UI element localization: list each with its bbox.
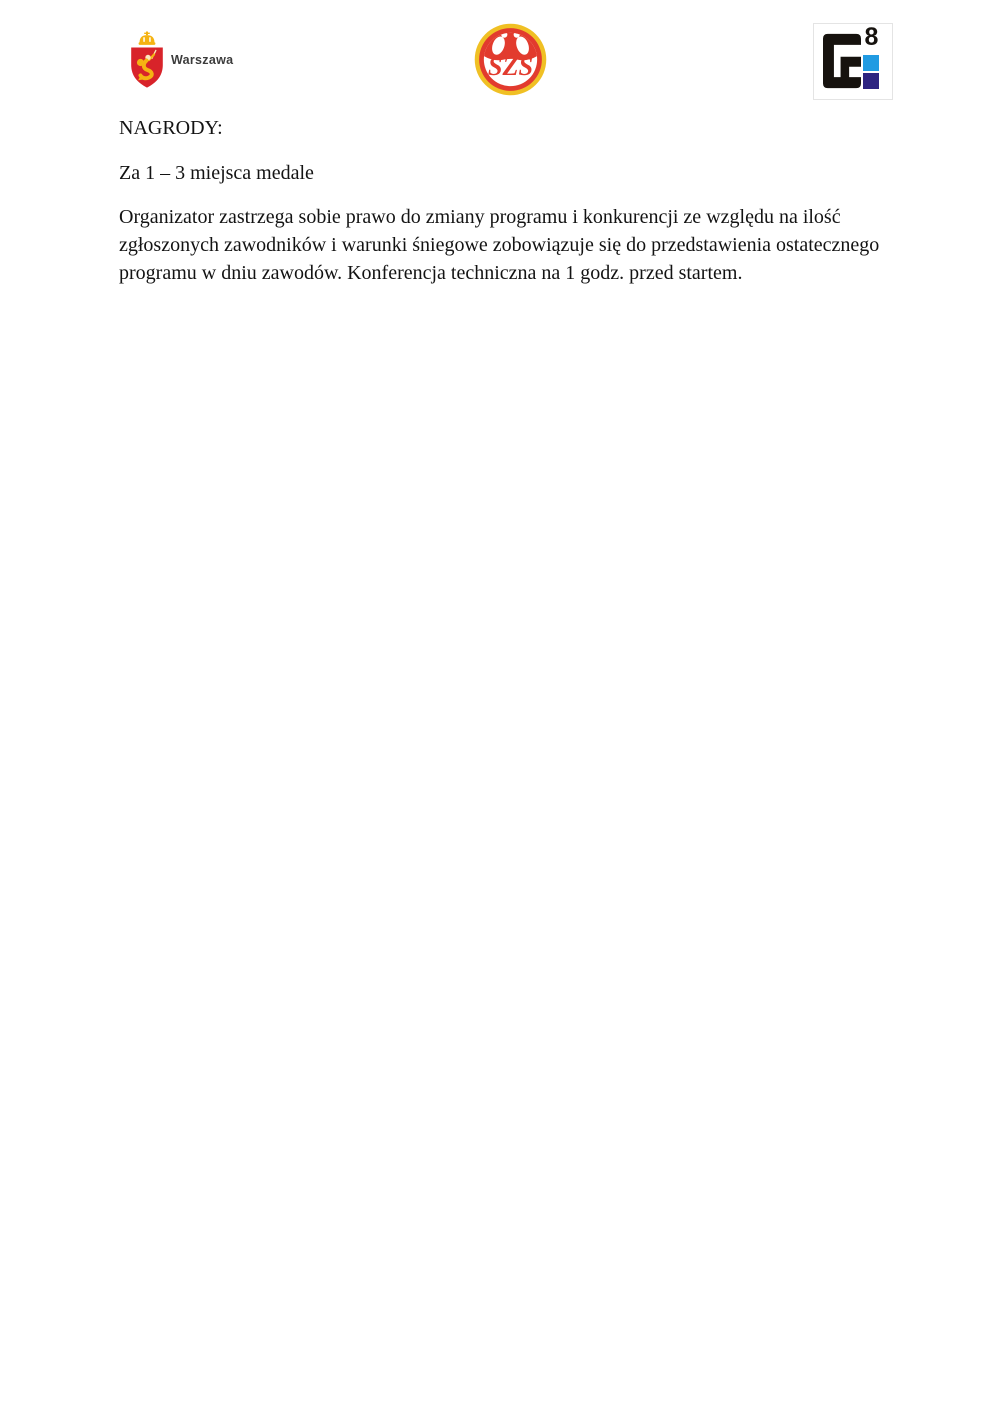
heading-nagrody: NAGRODY: — [119, 117, 223, 139]
note-paragraph: Organizator zastrzega sobie prawo do zmiany programu i konkurencji ze względu na ilość zgłoszonych zawodników i warunki śniegowe zobowiązuje się do przedstawienia ostatecznego programu w dniu zawodów. Konferencja techniczna na 1 godz. przed startem. — [119, 206, 880, 284]
warsaw-crest-icon — [128, 31, 166, 89]
warsaw-logo-label: Warszawa — [171, 53, 234, 67]
g8-logo — [813, 23, 893, 100]
g8-cyan-square — [863, 55, 879, 71]
szs-eagle-icon — [474, 23, 547, 96]
g8-letter-g-icon — [823, 33, 861, 89]
g8-navy-square — [863, 73, 879, 89]
szs-logo — [474, 23, 547, 96]
warsaw-logo — [128, 31, 233, 89]
g8-digit-eight: 8 — [864, 23, 879, 51]
awards-line: Za 1 – 3 miejsca medale — [119, 162, 314, 184]
szs-logo-text: SZS — [487, 51, 534, 81]
